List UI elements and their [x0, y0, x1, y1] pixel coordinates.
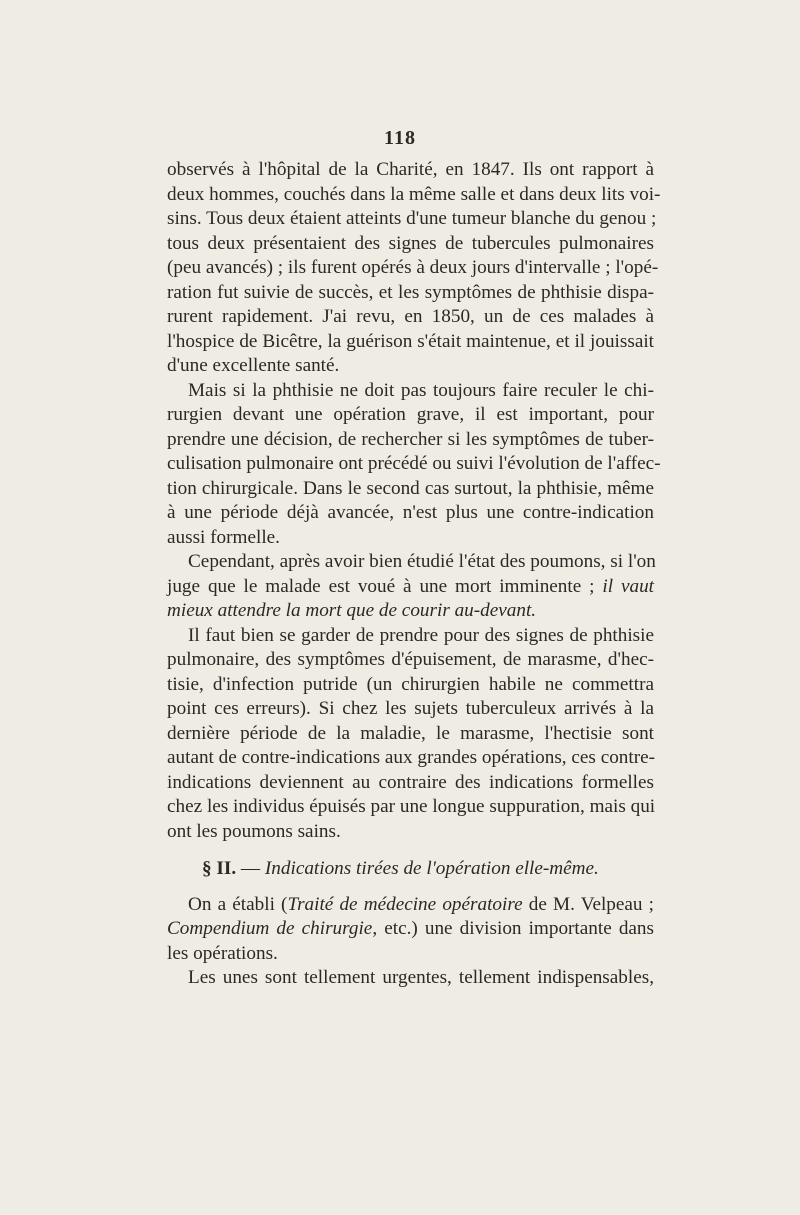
- text-line: rurent rapidement. J'ai revu, en 1850, un de ces malades à: [167, 306, 654, 327]
- italic-text-run: mieux attendre la mort que de courir au-devant.: [167, 600, 537, 621]
- text-line: [167, 575, 654, 600]
- text-line: [167, 917, 654, 942]
- text-line: (peu avancés) ; ils furent opérés à deux jours d'intervalle ; l'opé-: [167, 257, 659, 278]
- text-line: tous deux présentaient des signes de tubercules pulmonaires: [167, 232, 654, 254]
- italic-text-run: Compendium de chirurgie: [167, 918, 373, 939]
- text-line: ration fut suivie de succès, et les symptômes de phthisie dispa-: [167, 281, 654, 303]
- body-text: [167, 158, 661, 991]
- page-number: 118: [384, 127, 416, 149]
- text-run: , etc.) une division importante dans: [372, 918, 654, 939]
- section-mark: § II.: [202, 858, 237, 879]
- section-dash: —: [236, 858, 265, 879]
- text-line: ont les poumons sains.: [167, 820, 341, 842]
- text-run: juge que le malade est voué à une mort imminente ;: [167, 575, 603, 597]
- text-line: observés à l'hôpital de la Charité, en 1847. Ils ont rapport à: [167, 159, 654, 180]
- text-line: l'hospice de Bicêtre, la guérison s'était maintenue, et il jouissait: [167, 330, 654, 352]
- text-line: Mais si la phthisie ne doit pas toujours faire reculer le chi-: [188, 379, 654, 401]
- text-line: les opérations.: [167, 942, 278, 964]
- text-line: indications deviennent au contraire des indications formelles: [167, 771, 654, 793]
- text-line: tisie, d'infection putride (un chirurgien habile ne commettra: [167, 673, 654, 695]
- text-line: aussi formelle.: [167, 526, 280, 548]
- text-line: Cependant, après avoir bien étudié l'état des poumons, si l'on: [188, 551, 656, 572]
- section-heading: [167, 857, 654, 882]
- text-line: rurgien devant une opération grave, il est important, pour: [167, 404, 654, 425]
- text-line: deux hommes, couchés dans la même salle et dans deux lits voi-: [167, 183, 661, 205]
- text-line: à une période déjà avancée, n'est plus une contre-indication: [167, 502, 654, 523]
- text-line: pulmonaire, des symptômes d'épuisement, de marasme, d'hec-: [167, 649, 654, 670]
- section-title: Indications tirées de l'opération elle-même.: [264, 858, 599, 879]
- italic-text-run: il vaut: [602, 575, 654, 597]
- italic-text-run: Traité de médecine opératoire: [287, 893, 523, 915]
- text-line: d'une excellente santé.: [167, 355, 340, 376]
- text-line: [167, 893, 654, 918]
- text-line: [167, 599, 654, 624]
- text-line: tion chirurgicale. Dans le second cas surtout, la phthisie, même: [167, 477, 654, 499]
- text-line: prendre une décision, de rechercher si les symptômes de tuber-: [167, 428, 654, 450]
- text-line: culisation pulmonaire ont précédé ou suivi l'évolution de l'affec-: [167, 453, 661, 474]
- text-run: On a établi (: [188, 893, 288, 915]
- text-line: chez les individus épuisés par une longue suppuration, mais qui: [167, 796, 656, 817]
- text-line: autant de contre-indications aux grandes opérations, ces contre-: [167, 747, 656, 768]
- text-line: sins. Tous deux étaient atteints d'une tumeur blanche du genou ;: [167, 208, 657, 229]
- text-line: point ces erreurs). Si chez les sujets tuberculeux arrivés à la: [167, 698, 654, 719]
- text-line: Les unes sont tellement urgentes, tellement indispensables,: [188, 967, 654, 988]
- text-line: dernière période de la maladie, le marasme, l'hectisie sont: [167, 722, 654, 744]
- text-run: de M. Velpeau ;: [522, 893, 654, 915]
- text-line: Il faut bien se garder de prendre pour des signes de phthisie: [188, 624, 654, 646]
